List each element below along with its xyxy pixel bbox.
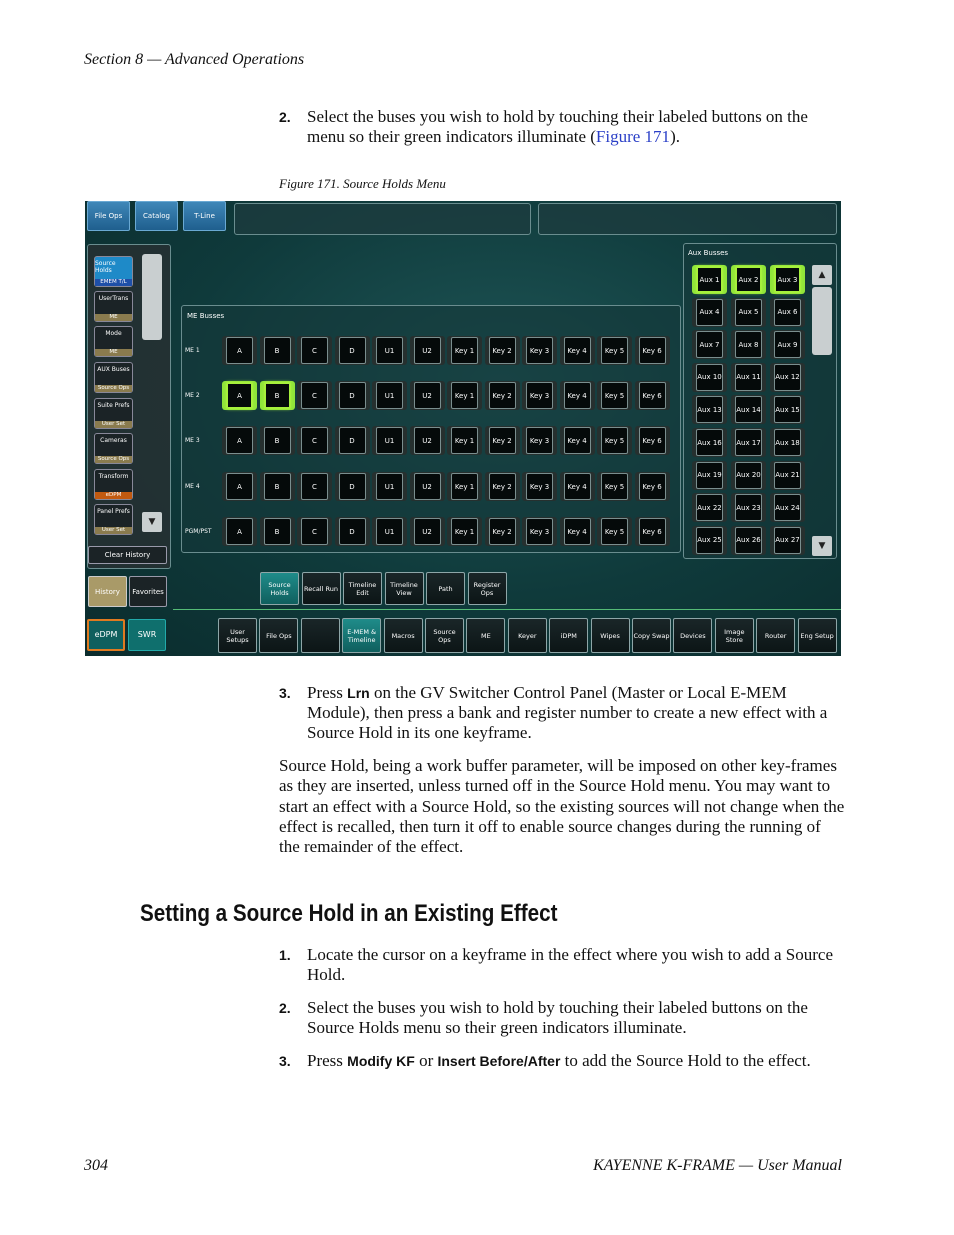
top-empty-field (234, 203, 531, 235)
aux-source-button[interactable]: Aux 9 (774, 331, 801, 358)
insert-keyword: Insert Before/After (437, 1053, 561, 1069)
step-text: Press (307, 683, 348, 702)
sidebar-item-tag: eDPM (95, 492, 132, 499)
aux-source-button[interactable]: Aux 20 (735, 462, 762, 489)
step-text-end: to add the Source Hold to the effect. (560, 1051, 811, 1070)
me-source-button[interactable]: B (264, 518, 291, 545)
aux-source-button[interactable]: Aux 6 (774, 299, 801, 326)
sidebar-item-2[interactable] (94, 326, 133, 357)
me-source-button[interactable]: Key 6 (639, 427, 666, 454)
me-source-button[interactable]: U2 (414, 473, 441, 500)
me-source-button[interactable]: A (226, 427, 253, 454)
bottom-nav-1[interactable]: File Ops (259, 618, 298, 653)
step-3 (279, 683, 844, 743)
clear-history-button[interactable]: Clear History (88, 546, 167, 564)
step-number: 3. (279, 685, 291, 701)
me-source-button[interactable]: Key 3 (526, 382, 553, 409)
me-source-button[interactable]: A (226, 382, 253, 409)
aux-source-button[interactable]: Aux 17 (735, 429, 762, 456)
aux-source-button[interactable]: Aux 11 (735, 364, 762, 391)
sidebar-item-7[interactable] (94, 504, 133, 535)
catalog-button[interactable]: Catalog (135, 201, 178, 231)
sidebar-item-tag: ME (95, 349, 132, 356)
me-source-button[interactable]: Key 4 (564, 337, 591, 364)
me-source-button[interactable]: Key 4 (564, 427, 591, 454)
aux-source-button[interactable]: Aux 1 (696, 266, 723, 293)
me-source-button[interactable]: B (264, 337, 291, 364)
aux-source-button[interactable]: Aux 15 (774, 396, 801, 423)
aux-source-button[interactable]: Aux 8 (735, 331, 762, 358)
sidebar-item-5[interactable] (94, 433, 133, 464)
me-row-label: ME 4 (185, 483, 200, 490)
step-2-existing (279, 998, 844, 1038)
sidebar-item-tag: User Set (95, 527, 132, 534)
aux-source-button[interactable]: Aux 25 (696, 527, 723, 554)
sidebar-item-tag: ME (95, 314, 132, 321)
me-source-button[interactable]: Key 2 (489, 337, 516, 364)
edpm-button[interactable]: eDPM (87, 619, 125, 651)
sidebar-item-3[interactable] (94, 362, 133, 393)
bottom-nav-14[interactable]: Eng Setup (798, 618, 837, 653)
aux-source-button[interactable]: Aux 23 (735, 494, 762, 521)
tab-2[interactable]: Timeline Edit (343, 572, 382, 605)
me-row-label: ME 3 (185, 437, 200, 444)
step-2-top (279, 107, 844, 147)
me-source-button[interactable]: D (339, 473, 366, 500)
me-source-button[interactable]: Key 1 (451, 473, 478, 500)
tab-3[interactable]: Timeline View (385, 572, 424, 605)
aux-source-button[interactable]: Aux 14 (735, 396, 762, 423)
aux-source-button[interactable]: Aux 18 (774, 429, 801, 456)
figure-caption: Figure 171. Source Holds Menu (279, 176, 446, 191)
me-source-button[interactable]: U2 (414, 518, 441, 545)
sidebar-item-1[interactable] (94, 291, 133, 322)
step-number: 2. (279, 1000, 291, 1016)
bottom-nav-6[interactable]: ME (466, 618, 505, 653)
aux-source-button[interactable]: Aux 19 (696, 462, 723, 489)
step-number: 1. (279, 947, 291, 963)
bottom-nav-0[interactable]: User Setups (218, 618, 257, 653)
step-text: Select the buses you wish to hold by touching their labeled buttons on the menu so their green indicators illuminate ( (307, 107, 808, 146)
body-paragraph: Source Hold, being a work buffer parameter, will be imposed on other key-frames as they are inserted, unless turned off in the Source Hold menu. You may want to start an effect with a Source Hold, so the existing sources will not change when the effect is recalled, then turn it off to enable source changes during the running of the remainder of the effect. (279, 756, 845, 857)
manual-title: KAYENNE K-FRAME — User Manual (593, 1157, 842, 1174)
aux-source-button[interactable]: Aux 16 (696, 429, 723, 456)
aux-source-button[interactable]: Aux 5 (735, 299, 762, 326)
sidebar-item-4[interactable] (94, 398, 133, 429)
source-holds-screenshot (85, 201, 841, 656)
sidebar-scrollbar[interactable] (142, 254, 162, 340)
me-busses-title: ME Busses (187, 312, 225, 320)
me-source-button[interactable]: Key 3 (526, 473, 553, 500)
me-source-button[interactable]: B (264, 382, 291, 409)
me-row-label: ME 2 (185, 392, 200, 399)
top-empty-field-2 (538, 203, 837, 235)
bottom-nav-4[interactable]: Macros (384, 618, 423, 653)
step-text-end: ). (670, 127, 680, 146)
aux-source-button[interactable]: Aux 22 (696, 494, 723, 521)
aux-scroll-down-icon[interactable]: ▼ (812, 536, 832, 556)
lrn-keyword: Lrn (347, 685, 370, 701)
sidebar-item-tag: Source Ops (95, 456, 132, 463)
bottom-nav-8[interactable]: iDPM (549, 618, 588, 653)
sidebar-item-label: Transform (98, 473, 129, 480)
bottom-nav-7[interactable]: Keyer (508, 618, 547, 653)
me-source-button[interactable]: D (339, 427, 366, 454)
favorites-button[interactable]: Favorites (129, 576, 167, 607)
me-source-button[interactable]: Key 1 (451, 427, 478, 454)
t-line-button[interactable]: T-Line (183, 201, 226, 231)
me-source-button[interactable]: Key 6 (639, 382, 666, 409)
aux-source-button[interactable]: Aux 26 (735, 527, 762, 554)
me-source-button[interactable]: U2 (414, 427, 441, 454)
tab-4[interactable]: Path (426, 572, 465, 605)
aux-source-button[interactable]: Aux 13 (696, 396, 723, 423)
me-source-button[interactable]: C (301, 473, 328, 500)
me-source-button[interactable]: Key 2 (489, 427, 516, 454)
step-number: 3. (279, 1053, 291, 1069)
me-source-button[interactable]: Key 2 (489, 382, 516, 409)
step-3-existing (279, 1051, 844, 1071)
aux-source-button[interactable]: Aux 4 (696, 299, 723, 326)
bottom-nav-9[interactable]: Wipes (591, 618, 630, 653)
me-source-button[interactable]: Key 5 (601, 382, 628, 409)
sidebar-item-tag: Source Ops (95, 385, 132, 392)
me-source-button[interactable]: U1 (376, 518, 403, 545)
step-text: Select the buses you wish to hold by touching their labeled buttons on the Source Holds menu so their green indicators illuminate. (307, 998, 808, 1037)
me-source-button[interactable]: C (301, 382, 328, 409)
me-source-button[interactable]: B (264, 473, 291, 500)
me-source-button[interactable]: U1 (376, 382, 403, 409)
me-source-button[interactable]: Key 6 (639, 518, 666, 545)
me-source-button[interactable]: Key 1 (451, 382, 478, 409)
page-number: 304 (84, 1157, 108, 1174)
sidebar-item-tag: EMEM T/L (95, 279, 132, 286)
bottom-nav-11[interactable]: Devices (673, 618, 712, 653)
me-source-button[interactable]: U1 (376, 337, 403, 364)
me-source-button[interactable]: A (226, 337, 253, 364)
aux-source-button[interactable]: Aux 10 (696, 364, 723, 391)
bottom-nav-2[interactable] (301, 618, 340, 653)
me-source-button[interactable]: Key 1 (451, 337, 478, 364)
history-button[interactable]: History (88, 576, 127, 607)
sidebar-item-label: UserTrans (98, 295, 129, 302)
sidebar-item-label: Suite Prefs (97, 402, 130, 409)
me-source-button[interactable]: Key 4 (564, 382, 591, 409)
me-row-label: PGM/PST (185, 528, 212, 535)
step-text-rest: on the GV Switcher Control Panel (Master or Local E-MEM Module), then press a bank and register number to create a new effect with a Source Hold in its one keyframe. (307, 683, 828, 742)
step-1-existing (279, 945, 844, 985)
me-source-button[interactable]: Key 5 (601, 427, 628, 454)
figure-link[interactable]: Figure 171 (595, 127, 671, 146)
me-source-button[interactable]: Key 6 (639, 473, 666, 500)
bottom-nav-13[interactable]: Router (756, 618, 795, 653)
sidebar-scroll-down-icon[interactable]: ▼ (142, 512, 162, 532)
bottom-nav-10[interactable]: Copy Swap (632, 618, 671, 653)
swr-button[interactable]: SWR (128, 619, 166, 651)
step-text: Press (307, 1051, 348, 1070)
file-ops-top-button[interactable]: File Ops (87, 201, 130, 231)
me-source-button[interactable]: D (339, 382, 366, 409)
me-source-button[interactable]: Key 4 (564, 473, 591, 500)
me-source-button[interactable]: Key 3 (526, 518, 553, 545)
bottom-nav-5[interactable]: Source Ops (425, 618, 464, 653)
aux-source-button[interactable]: Aux 12 (774, 364, 801, 391)
aux-source-button[interactable]: Aux 21 (774, 462, 801, 489)
sidebar-item-0[interactable] (94, 256, 133, 287)
aux-source-button[interactable]: Aux 24 (774, 494, 801, 521)
me-source-button[interactable]: Key 2 (489, 518, 516, 545)
me-source-button[interactable]: A (226, 473, 253, 500)
aux-scrollbar[interactable] (812, 287, 832, 355)
me-source-button[interactable]: Key 3 (526, 337, 553, 364)
me-row-label: ME 1 (185, 347, 200, 354)
me-source-button[interactable]: A (226, 518, 253, 545)
me-source-button[interactable]: U1 (376, 473, 403, 500)
sidebar-item-label: Panel Prefs (97, 508, 130, 515)
me-source-button[interactable]: C (301, 518, 328, 545)
modify-kf-keyword: Modify KF (347, 1053, 415, 1069)
me-source-button[interactable]: Key 5 (601, 473, 628, 500)
step-number: 2. (279, 109, 291, 125)
me-source-button[interactable]: U2 (414, 382, 441, 409)
me-source-button[interactable]: Key 4 (564, 518, 591, 545)
bottom-nav-3[interactable]: E-MEM & Timeline (342, 618, 381, 653)
me-source-button[interactable]: Key 1 (451, 518, 478, 545)
me-source-button[interactable]: C (301, 427, 328, 454)
tab-1[interactable]: Recall Run (302, 572, 341, 605)
aux-source-button[interactable]: Aux 27 (774, 527, 801, 554)
me-source-button[interactable]: Key 3 (526, 427, 553, 454)
me-source-button[interactable]: C (301, 337, 328, 364)
aux-source-button[interactable]: Aux 7 (696, 331, 723, 358)
me-source-button[interactable]: Key 5 (601, 337, 628, 364)
step-text-mid: or (414, 1051, 438, 1070)
bottom-nav-12[interactable]: Image Store (715, 618, 754, 653)
section-header: Section 8 — Advanced Operations (84, 51, 305, 68)
step-text: Locate the cursor on a keyframe in the effect where you wish to add a Source Hold. (307, 945, 834, 984)
me-source-button[interactable]: D (339, 518, 366, 545)
sidebar-item-label: Cameras (100, 437, 127, 444)
me-source-button[interactable]: D (339, 337, 366, 364)
sidebar-item-label: Source Holds (95, 260, 116, 274)
me-source-button[interactable]: Key 5 (601, 518, 628, 545)
sidebar-item-label: Mode (105, 330, 122, 337)
sidebar-item-6[interactable] (94, 469, 133, 500)
me-source-button[interactable]: U2 (414, 337, 441, 364)
tab-5[interactable]: Register Ops (468, 572, 507, 605)
section-heading: Setting a Source Hold in an Existing Effect (140, 900, 558, 927)
sidebar-item-label: AUX Buses (97, 366, 130, 373)
aux-source-button[interactable]: Aux 2 (735, 266, 762, 293)
aux-busses-title: Aux Busses (688, 249, 729, 257)
tab-0[interactable]: Source Holds (260, 572, 299, 605)
me-source-button[interactable]: Key 2 (489, 473, 516, 500)
me-source-button[interactable]: Key 6 (639, 337, 666, 364)
aux-scroll-up-icon[interactable]: ▲ (812, 265, 832, 285)
me-source-button[interactable]: B (264, 427, 291, 454)
aux-source-button[interactable]: Aux 3 (774, 266, 801, 293)
me-source-button[interactable]: U1 (376, 427, 403, 454)
sidebar-item-tag: User Set (95, 421, 132, 428)
